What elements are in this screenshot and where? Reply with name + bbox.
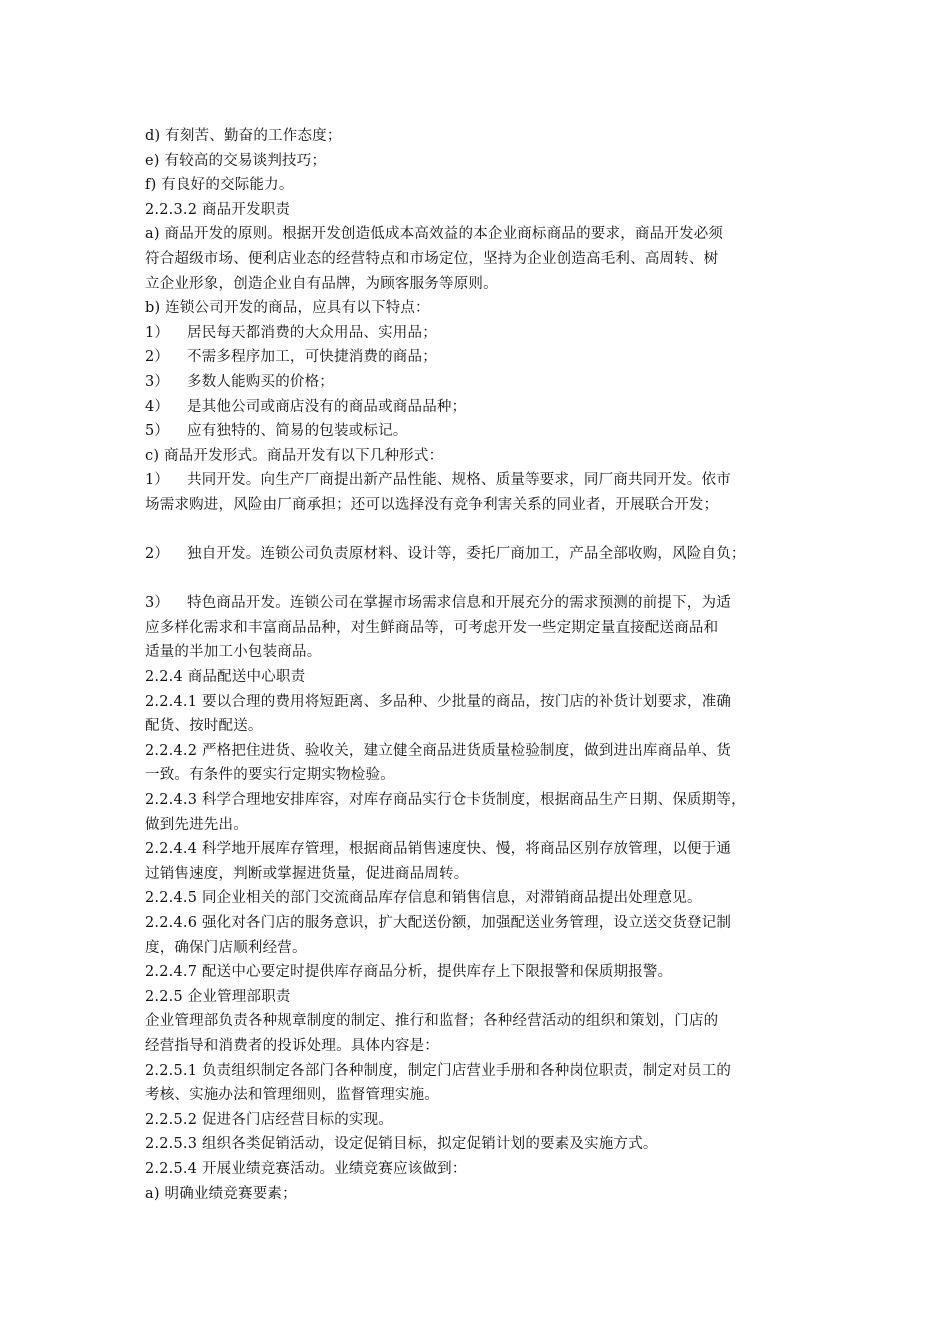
list-item [145, 345, 810, 370]
text-line: c) 商品开发形式。商品开发有以下几种形式： [145, 447, 444, 464]
text-line: 做到先进先出。 [145, 816, 248, 833]
blank-line [145, 567, 810, 592]
text-line: d) 有刻苦、勤奋的工作态度； [145, 128, 342, 144]
text-line: 配货、按时配送。 [145, 718, 263, 735]
text-line: 一致。有条件的要实行定期实物检验。 [145, 767, 395, 784]
text-line: 适量的半加工小包装商品。 [145, 644, 322, 661]
list-number: 5） [145, 423, 170, 440]
list-item-text: 居民每天都消费的大众用品、实用品； [187, 324, 437, 341]
text-line: 2.2.4.7 配送中心要定时提供库存商品分析，提供库存上下限报警和保质期报警。 [145, 964, 673, 981]
text-line: 度，确保门店顺利经营。 [145, 939, 307, 956]
list-number: 3） [145, 595, 170, 612]
document-body [145, 124, 810, 1206]
text-line: 考核、实施办法和管理细则，监督管理实施。 [145, 1087, 439, 1104]
list-number: 4） [145, 398, 170, 415]
list-item [145, 468, 810, 493]
list-item [145, 542, 810, 567]
text-line: 经营指导和消费者的投诉处理。具体内容是： [145, 1037, 439, 1054]
text-line: b) 连锁公司开发的商品，应具有以下特点： [145, 300, 430, 317]
text-line: 2.2.4.5 同企业相关的部门交流商品库存信息和销售信息，对滞销商品提出处理意见。 [145, 890, 702, 907]
list-item-text: 多数人能购买的价格； [187, 373, 334, 390]
text-line: 2.2.4.2 严格把住进货、验收关，建立健全商品进货质量检验制度，做到进出库商品单、货 [145, 742, 732, 759]
text-line: 立企业形象，创造企业自有品牌，为顾客服务等原则。 [145, 275, 498, 292]
text-line: 2.2.5.1 负责组织制定各部门各种制度，制定门店营业手册和各种岗位职责，制定对员工的 [145, 1062, 732, 1079]
text-line: 2.2.5.4 开展业绩竞赛活动。业绩竞赛应该做到： [145, 1160, 467, 1177]
list-item [145, 370, 810, 395]
list-item [145, 395, 810, 420]
text-line: 场需求购进，风险由厂商承担；还可以选择没有竞争利害关系的同业者，开展联合开发； [145, 496, 719, 513]
list-item [145, 419, 810, 444]
list-number: 2） [145, 546, 170, 563]
text-line: a) 商品开发的原则。根据开发创造低成本高效益的本企业商标商品的要求，商品开发必须 [145, 226, 724, 243]
text-line: f) 有良好的交际能力。 [145, 177, 294, 194]
text-line: 2.2.5.2 促进各门店经营目标的实现。 [145, 1111, 394, 1128]
section-heading: 2.2.3.2 商品开发职责 [145, 201, 291, 218]
section-heading: 2.2.4 商品配送中心职责 [145, 669, 306, 686]
text-line: 符合超级市场、便利店业态的经营特点和市场定位，坚持为企业创造高毛利、高周转、树 [145, 250, 719, 267]
blank-line [145, 518, 810, 543]
list-item-text: 共同开发。向生产厂商提出新产品性能、规格、质量等要求，同厂商共同开发。依市 [187, 472, 731, 489]
text-line: a) 明确业绩竞赛要素； [145, 1185, 297, 1202]
text-line: 2.2.5.3 组织各类促销活动，设定促销目标，拟定促销计划的要素及实施方式。 [145, 1136, 658, 1153]
list-item [145, 591, 810, 616]
section-heading: 2.2.5 企业管理部职责 [145, 988, 291, 1005]
list-number: 1） [145, 324, 170, 341]
list-item-text: 应有独特的、简易的包装或标记。 [187, 423, 408, 440]
text-line: 2.2.4.1 要以合理的费用将短距离、多品种、少批量的商品，按门店的补货计划要求，准确 [145, 693, 732, 710]
list-item [145, 321, 810, 346]
list-number: 1） [145, 472, 170, 489]
text-line: 应多样化需求和丰富商品品种，对生鲜商品等，可考虑开发一些定期定量直接配送商品和 [145, 619, 719, 636]
text-line: e) 有较高的交易谈判技巧； [145, 152, 327, 169]
text-line: 企业管理部负责各种规章制度的制定、推行和监督；各种经营活动的组织和策划，门店的 [145, 1013, 719, 1030]
list-number: 2） [145, 349, 170, 366]
list-item-text: 是其他公司或商店没有的商品或商品品种； [187, 398, 467, 415]
list-item-text: 不需多程序加工，可快捷消费的商品； [187, 349, 437, 366]
text-line: 2.2.4.6 强化对各门店的服务意识，扩大配送份额，加强配送业务管理，设立送交货登记制 [145, 915, 732, 931]
text-line: 2.2.4.4 科学地开展库存管理，根据商品销售速度快、慢，将商品区别存放管理，以便于通 [145, 841, 732, 858]
text-line: 过销售速度，判断或掌握进货量，促进商品周转。 [145, 865, 469, 882]
text-line: 2.2.4.3 科学合理地安排库容，对库存商品实行仓卡货制度，根据商品生产日期、保质期等， [145, 792, 746, 809]
list-number: 3） [145, 373, 170, 390]
list-item-text: 独自开发。连锁公司负责原材料、设计等，委托厂商加工，产品全部收购，风险自负； [187, 546, 746, 563]
list-item-text: 特色商品开发。连锁公司在掌握市场需求信息和开展充分的需求预测的前提下，为适 [187, 595, 731, 612]
